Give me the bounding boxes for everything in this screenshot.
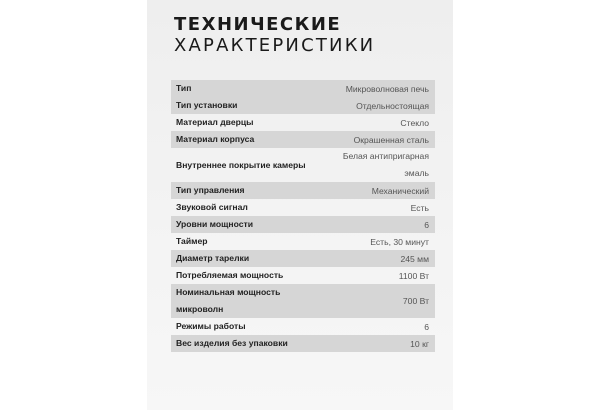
title-line-1: ТЕХНИЧЕСКИЕ (174, 14, 342, 35)
title-line-2: ХАРАКТЕРИСТИКИ (174, 35, 376, 56)
spec-row-type (171, 80, 435, 97)
spec-row-door-material (171, 114, 435, 131)
spec-label: Внутреннее покрытие камеры (176, 159, 306, 170)
spec-label: Диаметр тарелки (176, 253, 250, 263)
spec-row-plate-diameter (171, 250, 435, 267)
spec-row-body-material (171, 131, 435, 148)
spec-label: Материал дверцы (176, 117, 254, 127)
spec-label: Тип (176, 83, 192, 93)
spec-label: Таймер (176, 236, 208, 246)
spec-row-power-levels (171, 216, 435, 233)
spec-row-sound-signal (171, 199, 435, 216)
spec-row-modes (171, 318, 435, 335)
spec-value: 6 (424, 321, 429, 332)
spec-label: Уровни мощности (176, 219, 254, 229)
spec-value: Белая антипригарная эмаль (342, 151, 429, 178)
spec-value: Отдельностоящая (356, 100, 429, 111)
spec-value: Механический (371, 185, 429, 196)
spec-row-inner-coating (171, 148, 435, 182)
spec-value: 245 мм (400, 253, 429, 264)
spec-label: Материал корпуса (176, 134, 255, 144)
spec-value: Есть (410, 202, 429, 213)
spec-value: Окрашенная сталь (353, 134, 429, 145)
spec-label: Звуковой сигнал (176, 202, 248, 212)
page-title (174, 14, 375, 56)
spec-value: 10 кг (410, 338, 429, 349)
spec-label: Тип управления (176, 185, 245, 195)
spec-value: Есть, 30 минут (370, 236, 429, 247)
spec-row-power-consumption (171, 267, 435, 284)
spec-label: Потребляемая мощность (176, 270, 284, 280)
spec-table (171, 80, 435, 352)
spec-label: Вес изделия без упаковки (176, 338, 288, 348)
spec-row-timer (171, 233, 435, 250)
spec-value: Стекло (400, 117, 429, 128)
spec-card (147, 0, 453, 410)
spec-value: 700 Вт (402, 296, 429, 306)
spec-row-control-type (171, 182, 435, 199)
spec-row-weight (171, 335, 435, 352)
spec-row-installation (171, 97, 435, 114)
spec-label: Тип установки (176, 100, 238, 110)
spec-row-microwave-power (171, 284, 435, 318)
spec-value: Микроволновая печь (345, 83, 429, 94)
spec-label: Номинальная мощность микроволн (176, 287, 281, 314)
spec-value: 1100 Вт (398, 270, 429, 281)
spec-label: Режимы работы (176, 321, 246, 331)
spec-value: 6 (424, 219, 429, 230)
